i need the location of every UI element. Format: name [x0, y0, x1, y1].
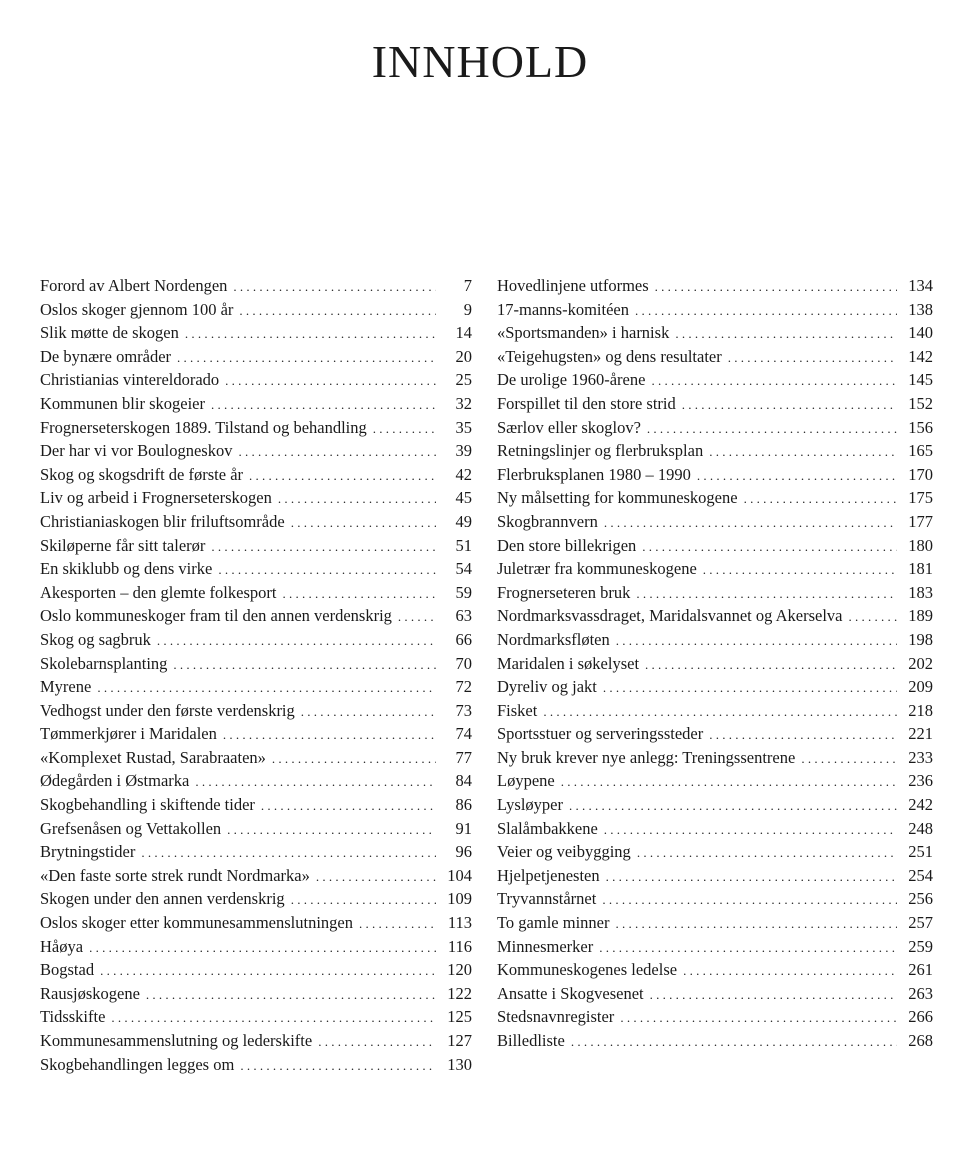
toc-entry-page: 59: [455, 582, 472, 602]
toc-entry-title: «Den faste sorte strek rundt Nordmarka»: [40, 865, 310, 885]
toc-entry-page: 251: [908, 842, 933, 862]
toc-dot-leader: [606, 865, 897, 889]
toc-entry-page: 145: [908, 370, 933, 390]
toc-dot-leader: [141, 841, 436, 865]
toc-entry[interactable]: [497, 675, 933, 699]
toc-entry-title: Retningslinjer og flerbruksplan: [497, 441, 704, 461]
toc-entry-title: Tømmerkjører i Maridalen: [40, 724, 217, 744]
toc-entry-page: 183: [908, 582, 933, 602]
toc-dot-leader: [238, 440, 436, 464]
toc-entry-title: Skogbehandling i skiftende tider: [40, 795, 255, 815]
toc-entry[interactable]: [497, 628, 933, 652]
toc-dot-leader: [728, 346, 897, 370]
toc-entry-page: 74: [455, 724, 472, 744]
toc-dot-leader: [635, 299, 897, 323]
toc-entry[interactable]: [40, 675, 472, 699]
toc-entry-title: Myrene: [40, 677, 92, 697]
toc-entry[interactable]: [40, 345, 472, 369]
toc-entry-title: Fisket: [497, 700, 538, 720]
toc-dot-leader: [100, 959, 436, 983]
toc-entry-title: Maridalen i søkelyset: [497, 653, 640, 673]
toc-entry-page: 125: [447, 1007, 472, 1027]
toc-dot-leader: [616, 629, 897, 653]
toc-entry-title: Liv og arbeid i Frognerseterskogen: [40, 488, 272, 508]
toc-entry[interactable]: [497, 368, 933, 392]
toc-entry[interactable]: [497, 510, 933, 534]
toc-entry-title: Dyreliv og jakt: [497, 677, 597, 697]
toc-entry-page: 130: [447, 1054, 472, 1074]
toc-entry-title: Hovedlinjene utformes: [497, 276, 649, 295]
toc-entry-page: 142: [908, 346, 933, 366]
toc-entry[interactable]: [497, 887, 933, 911]
toc-entry-page: 104: [447, 865, 472, 885]
toc-dot-leader: [650, 983, 897, 1007]
toc-dot-leader: [655, 275, 897, 299]
toc-dot-leader: [744, 487, 897, 511]
toc-dot-leader: [225, 369, 436, 393]
toc-dot-leader: [651, 369, 897, 393]
toc-dot-leader: [173, 653, 436, 677]
toc-entry-page: 170: [908, 464, 933, 484]
toc-entry-page: 221: [908, 724, 933, 744]
toc-dot-leader: [211, 535, 436, 559]
toc-right-column: [497, 274, 933, 1053]
toc-entry-page: 254: [908, 865, 933, 885]
toc-dot-leader: [359, 912, 436, 936]
toc-entry-title: Forord av Albert Nordengen: [40, 276, 228, 295]
toc-entry[interactable]: [497, 439, 933, 463]
toc-entry-title: Flerbruksplanen 1980 – 1990: [497, 464, 691, 484]
toc-dot-leader: [291, 511, 436, 535]
toc-dot-leader: [561, 770, 897, 794]
toc-dot-leader: [709, 723, 897, 747]
toc-entry-page: 96: [455, 842, 472, 862]
toc-dot-leader: [599, 936, 897, 960]
toc-entry-title: Kommunen blir skogeier: [40, 393, 205, 413]
toc-entry[interactable]: [40, 321, 472, 345]
toc-entry-page: 91: [455, 818, 472, 838]
toc-entry-title: Slalåmbakkene: [497, 818, 598, 838]
toc-entry-title: Rausjøskogene: [40, 983, 140, 1003]
toc-entry-title: Ødegården i Østmarka: [40, 771, 190, 791]
toc-entry-page: 49: [455, 511, 472, 531]
toc-dot-leader: [261, 794, 436, 818]
toc-entry-page: 25: [455, 370, 472, 390]
toc-entry[interactable]: [497, 274, 933, 298]
toc-entry[interactable]: [40, 887, 472, 911]
toc-entry-title: Skogen under den annen verdenskrig: [40, 889, 285, 909]
toc-entry[interactable]: [40, 817, 472, 841]
toc-dot-leader: [211, 393, 436, 417]
toc-entry-page: 54: [455, 559, 472, 579]
toc-dot-leader: [272, 747, 436, 771]
toc-entry-title: «Sportsmanden» i harnisk: [497, 323, 670, 343]
toc-entry[interactable]: [40, 392, 472, 416]
toc-entry-page: 134: [908, 276, 933, 295]
toc-entry-page: 86: [455, 795, 472, 815]
toc-entry-page: 236: [908, 771, 933, 791]
toc-entry-page: 70: [455, 653, 472, 673]
toc-dot-leader: [249, 464, 436, 488]
toc-entry-title: Håøya: [40, 936, 84, 956]
toc-entry-title: Veier og veibygging: [497, 842, 631, 862]
toc-dot-leader: [97, 676, 436, 700]
toc-dot-leader: [316, 865, 436, 889]
toc-entry[interactable]: [497, 486, 933, 510]
toc-entry[interactable]: [40, 982, 472, 1006]
toc-dot-leader: [642, 535, 897, 559]
toc-entry-page: 233: [908, 747, 933, 767]
toc-entry-page: 84: [455, 771, 472, 791]
toc-entry-title: Slik møtte de skogen: [40, 323, 179, 343]
toc-entry-title: Oslo kommuneskoger fram til den annen verdenskrig: [40, 606, 392, 626]
toc-entry-page: 20: [455, 346, 472, 366]
toc-dot-leader: [227, 818, 436, 842]
toc-entry[interactable]: [497, 298, 933, 322]
toc-entry-page: 209: [908, 677, 933, 697]
toc-entry[interactable]: [497, 652, 933, 676]
toc-dot-leader: [697, 464, 897, 488]
toc-entry[interactable]: [40, 298, 472, 322]
toc-dot-leader: [239, 299, 436, 323]
toc-dot-leader: [278, 487, 436, 511]
toc-entry[interactable]: [497, 321, 933, 345]
toc-entry-title: De urolige 1960-årene: [497, 370, 646, 390]
toc-entry[interactable]: [40, 864, 472, 888]
toc-entry[interactable]: [40, 439, 472, 463]
toc-dot-leader: [620, 1006, 897, 1030]
toc-dot-leader: [398, 605, 436, 629]
toc-entry-title: Ny målsetting for kommuneskogene: [497, 488, 738, 508]
toc-entry[interactable]: [40, 911, 472, 935]
toc-entry-title: Akesporten – den glemte folkesport: [40, 582, 277, 602]
toc-entry-title: Sportsstuer og serveringssteder: [497, 724, 704, 744]
toc-dot-leader: [157, 629, 436, 653]
toc-dot-leader: [218, 558, 436, 582]
toc-entry[interactable]: [40, 581, 472, 605]
toc-entry-page: 248: [908, 818, 933, 838]
toc-dot-leader: [801, 747, 897, 771]
toc-entry[interactable]: [40, 652, 472, 676]
toc-dot-leader: [282, 582, 436, 606]
toc-entry-page: 45: [455, 488, 472, 508]
toc-entry-page: 42: [455, 464, 472, 484]
toc-left-column: [40, 274, 472, 1076]
toc-entry-title: De bynære områder: [40, 346, 172, 366]
toc-entry[interactable]: [40, 699, 472, 723]
toc-entry-page: 63: [455, 606, 472, 626]
toc-entry-page: 218: [908, 700, 933, 720]
toc-entry-title: Frognerseterskogen 1889. Tilstand og behandling: [40, 417, 367, 437]
toc-entry-page: 77: [455, 747, 472, 767]
toc-dot-leader: [569, 794, 897, 818]
toc-entry-page: 7: [463, 276, 472, 295]
toc-entry-page: 32: [455, 393, 472, 413]
toc-entry-title: Oslos skoger gjennom 100 år: [40, 299, 234, 319]
toc-entry[interactable]: [497, 1029, 933, 1053]
toc-dot-leader: [177, 346, 436, 370]
toc-entry[interactable]: [40, 769, 472, 793]
toc-entry[interactable]: [40, 534, 472, 558]
page-title: INNHOLD: [371, 36, 589, 87]
toc-entry-page: 175: [908, 488, 933, 508]
toc-entry-title: Bogstad: [40, 960, 95, 980]
toc-entry-title: Skog og skogsdrift de første år: [40, 464, 244, 484]
toc-entry[interactable]: [497, 1005, 933, 1029]
toc-entry-title: Skogbrannvern: [497, 511, 598, 531]
toc-entry-page: 138: [908, 299, 933, 319]
toc-entry-page: 242: [908, 795, 933, 815]
toc-dot-leader: [195, 770, 436, 794]
toc-dot-leader: [604, 818, 897, 842]
toc-entry-page: 116: [447, 936, 472, 956]
toc-entry-page: 266: [908, 1007, 933, 1027]
toc-entry-title: Vedhogst under den første verdenskrig: [40, 700, 295, 720]
toc-entry-page: 268: [908, 1031, 933, 1050]
toc-entry[interactable]: [40, 840, 472, 864]
toc-entry-page: 140: [908, 323, 933, 343]
toc-entry-title: «Teigehugsten» og dens resultater: [497, 346, 722, 366]
toc-entry-title: Brytningstider: [40, 842, 136, 862]
toc-entry[interactable]: [497, 793, 933, 817]
toc-entry[interactable]: [497, 722, 933, 746]
toc-entry-title: En skiklubb og dens virke: [40, 559, 213, 579]
toc-dot-leader: [849, 605, 898, 629]
toc-entry[interactable]: [497, 345, 933, 369]
toc-entry-title: Minnesmerker: [497, 936, 594, 956]
toc-entry-title: Ny bruk krever nye anlegg: Treningssentrene: [497, 747, 796, 767]
toc-dot-leader: [233, 275, 436, 299]
toc-entry-page: 189: [908, 606, 933, 626]
toc-entry-page: 177: [908, 511, 933, 531]
toc-entry[interactable]: [40, 416, 472, 440]
toc-entry[interactable]: [497, 864, 933, 888]
toc-entry[interactable]: [497, 840, 933, 864]
toc-dot-leader: [645, 653, 897, 677]
toc-entry-title: Frognerseteren bruk: [497, 582, 631, 602]
toc-entry-title: Grefsenåsen og Vettakollen: [40, 818, 222, 838]
toc-entry-page: 180: [908, 535, 933, 555]
toc-entry[interactable]: [40, 746, 472, 770]
toc-entry-title: Nordmarksfløten: [497, 629, 610, 649]
toc-entry[interactable]: [40, 557, 472, 581]
toc-entry[interactable]: [40, 368, 472, 392]
toc-dot-leader: [301, 700, 436, 724]
toc-entry-title: Lysløyper: [497, 795, 563, 815]
toc-dot-leader: [146, 983, 436, 1007]
toc-entry[interactable]: [497, 911, 933, 935]
toc-entry-page: 109: [447, 889, 472, 909]
toc-entry-page: 263: [908, 983, 933, 1003]
toc-entry-title: Særlov eller skoglov?: [497, 417, 641, 437]
toc-entry-page: 127: [447, 1031, 472, 1050]
toc-dot-leader: [223, 723, 436, 747]
toc-dot-leader: [675, 322, 897, 346]
toc-entry[interactable]: [40, 604, 472, 628]
toc-entry-title: Billedliste: [497, 1031, 565, 1050]
toc-entry-title: Christianiaskogen blir friluftsområde: [40, 511, 285, 531]
toc-entry-title: Nordmarksvassdraget, Maridalsvannet og Akerselva: [497, 606, 843, 626]
toc-entry-title: Stedsnavnregister: [497, 1007, 615, 1027]
toc-entry-title: Christianias vintereldorado: [40, 370, 220, 390]
toc-entry-title: Juletrær fra kommuneskogene: [497, 559, 697, 579]
toc-dot-leader: [647, 417, 897, 441]
toc-dot-leader: [543, 700, 897, 724]
toc-dot-leader: [602, 888, 897, 912]
toc-entry-page: 14: [455, 323, 472, 343]
toc-entry-title: Skog og sagbruk: [40, 629, 151, 649]
toc-entry[interactable]: [497, 746, 933, 770]
toc-entry-page: 73: [455, 700, 472, 720]
toc-entry-page: 181: [908, 559, 933, 579]
toc-entry[interactable]: [40, 1053, 472, 1077]
toc-entry[interactable]: [40, 1029, 472, 1053]
toc-entry-page: 51: [455, 535, 472, 555]
toc-entry[interactable]: [40, 486, 472, 510]
toc-entry-title: Kommuneskogenes ledelse: [497, 960, 678, 980]
toc-entry-page: 202: [908, 653, 933, 673]
toc-dot-leader: [185, 322, 436, 346]
toc-dot-leader: [111, 1006, 436, 1030]
toc-entry-title: Løypene: [497, 771, 555, 791]
toc-dot-leader: [636, 582, 897, 606]
toc-entry[interactable]: [40, 628, 472, 652]
toc-entry-page: 35: [455, 417, 472, 437]
toc-dot-leader: [604, 511, 897, 535]
toc-entry[interactable]: [497, 982, 933, 1006]
toc-entry[interactable]: [497, 935, 933, 959]
toc-entry[interactable]: [497, 958, 933, 982]
toc-entry[interactable]: [497, 534, 933, 558]
toc-entry-title: Den store billekrigen: [497, 535, 637, 555]
toc-dot-leader: [603, 676, 897, 700]
toc-entry[interactable]: [497, 392, 933, 416]
toc-dot-leader: [615, 912, 897, 936]
toc-entry[interactable]: [40, 935, 472, 959]
toc-entry-title: Tidsskifte: [40, 1007, 106, 1027]
toc-entry-title: Ansatte i Skogvesenet: [497, 983, 644, 1003]
toc-entry-title: Skiløperne får sitt talerør: [40, 535, 206, 555]
toc-entry[interactable]: [497, 817, 933, 841]
toc-entry-title: Hjelpetjenesten: [497, 865, 600, 885]
toc-entry-page: 72: [455, 677, 472, 697]
toc-entry-page: 66: [455, 629, 472, 649]
toc-entry[interactable]: [497, 769, 933, 793]
toc-dot-leader: [709, 440, 897, 464]
toc-entry-title: Skogbehandlingen legges om: [40, 1054, 235, 1074]
toc-entry-page: 120: [447, 960, 472, 980]
toc-dot-leader: [571, 1030, 897, 1054]
toc-entry-title: Forspillet til den store strid: [497, 393, 676, 413]
toc-entry-title: 17-manns-komitéen: [497, 299, 629, 319]
toc-entry-page: 165: [908, 441, 933, 461]
toc-entry-page: 152: [908, 393, 933, 413]
toc-entry-page: 198: [908, 629, 933, 649]
toc-entry[interactable]: [497, 604, 933, 628]
toc-entry[interactable]: [40, 510, 472, 534]
toc-entry[interactable]: [497, 463, 933, 487]
toc-entry-page: 256: [908, 889, 933, 909]
toc-entry-title: To gamle minner: [497, 913, 610, 933]
toc-dot-leader: [89, 936, 436, 960]
toc-entry[interactable]: [40, 1005, 472, 1029]
toc-entry[interactable]: [40, 274, 472, 298]
toc-entry[interactable]: [40, 463, 472, 487]
toc-entry[interactable]: [40, 958, 472, 982]
toc-entry-page: 122: [447, 983, 472, 1003]
toc-entry[interactable]: [497, 557, 933, 581]
toc-entry-title: «Komplexet Rustad, Sarabraaten»: [40, 747, 266, 767]
toc-entry-page: 261: [908, 960, 933, 980]
toc-entry[interactable]: [497, 699, 933, 723]
toc-dot-leader: [683, 959, 897, 983]
toc-dot-leader: [318, 1030, 436, 1054]
toc-entry[interactable]: [40, 793, 472, 817]
toc-entry-page: 257: [908, 913, 933, 933]
toc-entry-title: Oslos skoger etter kommunesammenslutningen: [40, 913, 353, 933]
toc-entry-page: 156: [908, 417, 933, 437]
toc-entry[interactable]: [40, 722, 472, 746]
toc-dot-leader: [291, 888, 436, 912]
toc-entry-title: Kommunesammenslutning og lederskifte: [40, 1031, 313, 1050]
toc-entry[interactable]: [497, 581, 933, 605]
toc-entry-page: 39: [455, 441, 472, 461]
toc-dot-leader: [703, 558, 897, 582]
toc-dot-leader: [373, 417, 436, 441]
toc-entry-title: Der har vi vor Boulogneskov: [40, 441, 233, 461]
toc-entry-title: Tryvannstårnet: [497, 889, 597, 909]
toc-dot-leader: [682, 393, 897, 417]
toc-entry-page: 259: [908, 936, 933, 956]
toc-entry-page: 113: [447, 913, 472, 933]
toc-entry-title: Skolebarnsplanting: [40, 653, 168, 673]
toc-dot-leader: [240, 1054, 436, 1078]
toc-dot-leader: [637, 841, 897, 865]
toc-entry[interactable]: [497, 416, 933, 440]
toc-entry-page: 9: [463, 299, 472, 319]
